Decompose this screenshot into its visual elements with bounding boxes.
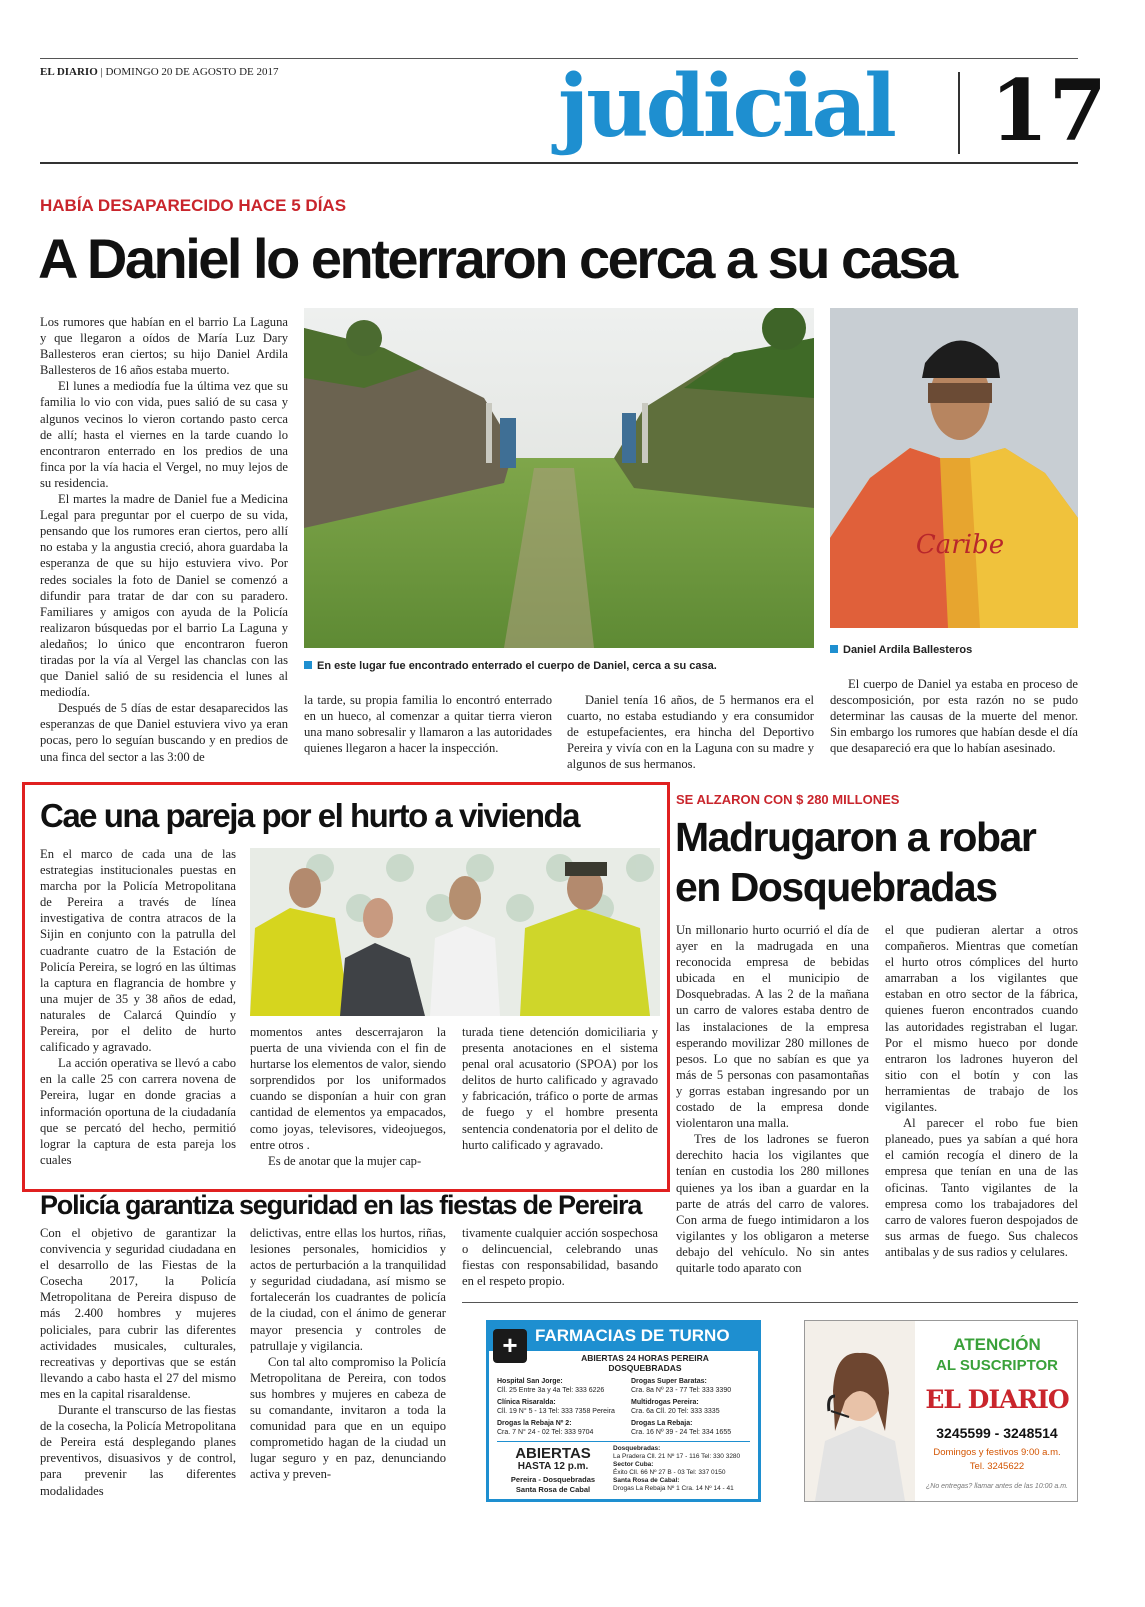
- farmacias-title: FARMACIAS DE TURNO: [535, 1326, 730, 1345]
- lead-col4: El cuerpo de Daniel ya estaba en proceso de descomposición, por esta razón no se pudo determinar las causas de la muerte del menor. Sin embargo los rumores que habían desde el día que desapareció era que lo habían asesinado.: [830, 677, 1078, 756]
- operator-photo: [805, 1321, 915, 1501]
- burial-photo-caption: En este lugar fue encontrado enterrado el cuerpo de Daniel, cerca a su casa.: [304, 660, 814, 672]
- farmacias-abiertas: ABIERTAS: [515, 1445, 591, 1462]
- svg-text:Caribe: Caribe: [915, 530, 1005, 560]
- madrugaron-kicker: SE ALZARON CON $ 280 MILLONES: [676, 792, 900, 807]
- farmacias-hasta: HASTA 12 p.m.: [517, 1461, 589, 1472]
- farmacias-sub1: ABIERTAS 24 HORAS PEREIRA: [581, 1353, 709, 1363]
- daniel-portrait-photo: [830, 308, 1078, 628]
- suscriptor-tel: Tel. 3245622: [969, 1461, 1025, 1472]
- madrugaron-headline: Madrugaron a robar en Dosquebradas: [675, 814, 1036, 910]
- pareja-col3: turada tiene detención domiciliaria y presenta anotaciones en el sistema penal oral acusatorio (SPOA) por los delitos de hurto calificado y agravado y fabricación, tráfico o porte de armas de fuego y el hombre presenta sentencia condenatoria por el delito de hurto calificado y agravado.: [462, 1025, 658, 1152]
- first-aid-icon: +: [493, 1329, 527, 1363]
- portrait-caption: Daniel Ardila Ballesteros: [830, 644, 1078, 656]
- farmacias-cities2: Santa Rosa de Cabal: [515, 1485, 591, 1494]
- madrugaron-col1: Un millonario hurto ocurrió el día de ayer en la madrugada en una reconocida empresa de bebidas ubicada en el municipio de Dosquebradas. A las 2 de la mañana un carro de valores estaba dentro de las instalaciones de la empresa esperando movilizar 280 millones de pesos. Lo que no sabían es que ya más de 5 personas con pasamontañas y gorras estaban ingresando por un costado de la empresa donde violentaron una malla. Tres de los ladrones se fueron derechito hacia los vigilantes que tenían en custodia los 280 millones quienes ya los iban a guardar en la parte de atrás del carro de valores. Con arma de fuego intimidaron a los vigilantes y los obligaron a meterse debajo del vehículo. No sin antes quitarle todo aparato con: [676, 923, 869, 1275]
- policia-col3: tivamente cualquier acción sospechosa o delincuencial, celebrando unas fiestas con responsabilidad, basando en el respeto propio.: [462, 1226, 658, 1289]
- lead-col3: Daniel tenía 16 años, de 5 hermanos era el cuarto, no estaba estudiando y era consumidor de estupefacientes, era hincha del Deportivo Pereira y vivía con en la Laguna con su madre y algunos de sus hermanos.: [567, 693, 814, 772]
- farmacias-left-list: Hospital San Jorge: Cll. 25 Entre 3a y 4a Tel: 333 6226 Clínica Risaralda: Cll. 19 N° 5 - 13 Tel: 333 7358 Pereira Drogas la Rebaja Nº 2: Cra. 7 N° 24 - 02 Tel: 333 9704: [497, 1378, 615, 1436]
- farmacias-sub2: DOSQUEBRADAS: [608, 1363, 682, 1373]
- farmacias-ad: [486, 1320, 761, 1502]
- suscriptor-note: ¿No entregas? llamar antes de las 10:00 a.m.: [925, 1483, 1069, 1490]
- suscriptor-ad: [804, 1320, 1078, 1502]
- masthead-date: DOMINGO 20 DE AGOSTO DE 2017: [105, 66, 279, 78]
- suscriptor-phones: 3245599 - 3248514: [936, 1425, 1058, 1441]
- policia-headline: Policía garantiza seguridad en las fiestas de Pereira: [40, 1190, 642, 1220]
- lead-kicker: HABÍA DESAPARECIDO HACE 5 DÍAS: [40, 196, 347, 215]
- captured-couple-photo: [250, 848, 660, 1016]
- caption-square-icon: [304, 661, 312, 669]
- burial-site-photo: [304, 308, 814, 648]
- suscriptor-line1: ATENCIÓN: [953, 1335, 1041, 1354]
- policia-col2: delictivas, entre ellas los hurtos, riñas, lesiones personales, homicidios y actos de perturbación a la tranquilidad y seguridad ciudadana, así mismo se fortalecerán los cuadrantes de policía de la ciudad, con el ánimo de generar mayor presencia y controles de patrullaje y vigilancia. Con tal alto compromiso la Policía Metropolitana de Pereira, con todos sus hombres y mujeres en cabeza de su comandante, invitaron a toda la comunidad para que en un equipo comprometido hagan de la ciudad un lugar seguro y en paz, denunciando activa y preven-: [250, 1226, 446, 1482]
- lead-headline: A Daniel lo enterraron cerca a su casa: [38, 227, 956, 290]
- madrugaron-col2: el que pudieran alertar a otros compañeros. Mientras que cometían el hurto otros cómplices del hurto amarraban a los vigilantes que estaban en otro sector de la fábrica, quienes fueron encontrados cuando las autoridades registraban el lugar. Por el mismo hueco por donde entraron los ladrones huyeron del sitio con el botín y con las herramientas de trabajo de los vigilantes. Al parecer el robo fue bien planeado, pues ya sabían a qué hora el camión recogía el dinero de la empresa que tenían en una de las oficinas. Tanto vigilantes de la empresa como los trabajadores del carro de valores fueron despojados de sus armas de fuego. Sus chalecos antibalas y de sus radios y celulares.: [885, 923, 1078, 1259]
- masthead-dateline: EL DIARIO | DOMINGO 20 DE AGOSTO DE 2017: [40, 66, 279, 78]
- pareja-col2: momentos antes descerrajaron la puerta de una vivienda con el fin de hurtarse los elementos de valor, siendo sorprendidos por los uniformados cuando se disponían a huir con gran cantidad de elementos ya empacados, como joyas, televisores, videojuegos, entre otros . Es de anotar que la mujer cap-: [250, 1025, 446, 1168]
- page-number: 17: [990, 61, 1107, 160]
- masthead: [40, 56, 1107, 168]
- suscriptor-line2: AL SUSCRIPTOR: [936, 1357, 1058, 1374]
- suscriptor-hours: Domingos y festivos 9:00 a.m.: [933, 1447, 1061, 1458]
- lead-col2: la tarde, su propia familia lo encontró enterrado en un hueco, al comenzar a quitar tierra vieron una mano sobresalir y llamaron a las autoridades quienes llegaron a hacer la inspección.: [304, 693, 552, 756]
- policia-col1: Con el objetivo de garantizar la convivencia y seguridad ciudadana en el desarrollo de las Fiestas de la Cosecha 2017, la Policía Metropolitana de Pereira dispuso de más 2.400 hombres y mujeres policiales, para cubrir las diferentes actividades musicales, culturales, recreativas y deportivas que se están llevando a cabo hasta el 27 del mismo mes en la capital risaraldense. Durante el transcurso de las fiestas de la cosecha, la Policía Metropolitana de Pereira está desplegando planes preventivos, disuasivos y de control, para prevenir las diferentes modalidades: [40, 1226, 236, 1498]
- farmacias-cities1: Pereira - Dosquebradas: [510, 1475, 596, 1484]
- pareja-headline: Cae una pareja por el hurto a vivienda: [40, 797, 580, 834]
- lead-col1: Los rumores que habían en el barrio La Laguna y que llegaron a oídos de María Luz Dary Ballesteros eran ciertos; su hijo Daniel Ardila Ballesteros de 16 años estaba muerto. El lunes a mediodía fue la última vez que su familia lo vio con vida, pues salió de su casa y algunos vecinos lo vieron cortando pasto cerca de allí; hasta el viernes en la tarde cuando lo encontraron enterrado en los predios de una finca por la vía hacia el Vergel, no muy lejos de su residencia. El martes la madre de Daniel fue a Medicina Legal para preguntar por el cuerpo de su vida, pensando que los rumores eran ciertos, pero allí no estaba y la angustia creció, ahora guardaba la esperanza de que su hijo estuviera vivo. Por redes sociales la foto de Daniel se comenzó a difundir para tratar de dar con su paradero. Familiares y amigos con ayuda de la Policía realizaron búsquedas por el barrio La Laguna y aledaños; lo único que encontraron fueron tiradas por la vía al Vergel las chanclas con las que Daniel salió de su residencia el lunes al mediodía. Después de 5 días de estar desaparecidos las esperanzas de que Daniel estuviera vivo ya eran pocas, pero lo seguían buscando y en predios de una finca del sector a las 3:00 de: [40, 315, 288, 764]
- farmacias-right-list: Drogas Super Baratas: Cra. 8a Nº 23 - 77 Tel: 333 3390 Multidrogas Pereira: Cra. 6a Cll. 20 Tel: 333 3335 Drogas La Rebaja: Cra. 16 Nº 39 - 24 Tel: 334 1655: [631, 1378, 732, 1436]
- section-title: judicial: [558, 56, 894, 157]
- masthead-paper: EL DIARIO: [40, 66, 98, 78]
- pareja-col1: En el marco de cada una de las estrategias institucionales puestas en marcha por la Policía Metropolitana de Pereira a través de línea investigativa de contra atracos de la Sijin en conjunto con la patrulla del cuadrante cuatro de la Estación de Policía Pereira, se logró en las últimas la captura en flagrancia de hombre y una mujer de 35 y 38 años de edad, naturales de Calarcá Quindío y Pereira, por el delito de hurto calificado y agravado. La acción operativa se llevó a cabo en la calle 25 con carrera novena de Pereira, lugar en donde gracias a información oportuna de la ciudadanía que se percató del hecho, permitió lograr la captura de esta pareja los cuales: [40, 847, 236, 1167]
- caption-square-icon: [830, 645, 838, 653]
- suscriptor-logo: EL DIARIO: [925, 1385, 1069, 1414]
- farmacias-bottom-list: Dosquebradas: La Pradera Cll. 21 Nº 17 - 116 Tel: 330 3280 Sector Cuba: Éxito Cll. 66 Nº 27 B - 03 Tel: 337 0150 Santa Rosa de Cabal: Drogas La Rebaja Nº 1 Cra. 14 Nº 14 - 41: [613, 1445, 741, 1492]
